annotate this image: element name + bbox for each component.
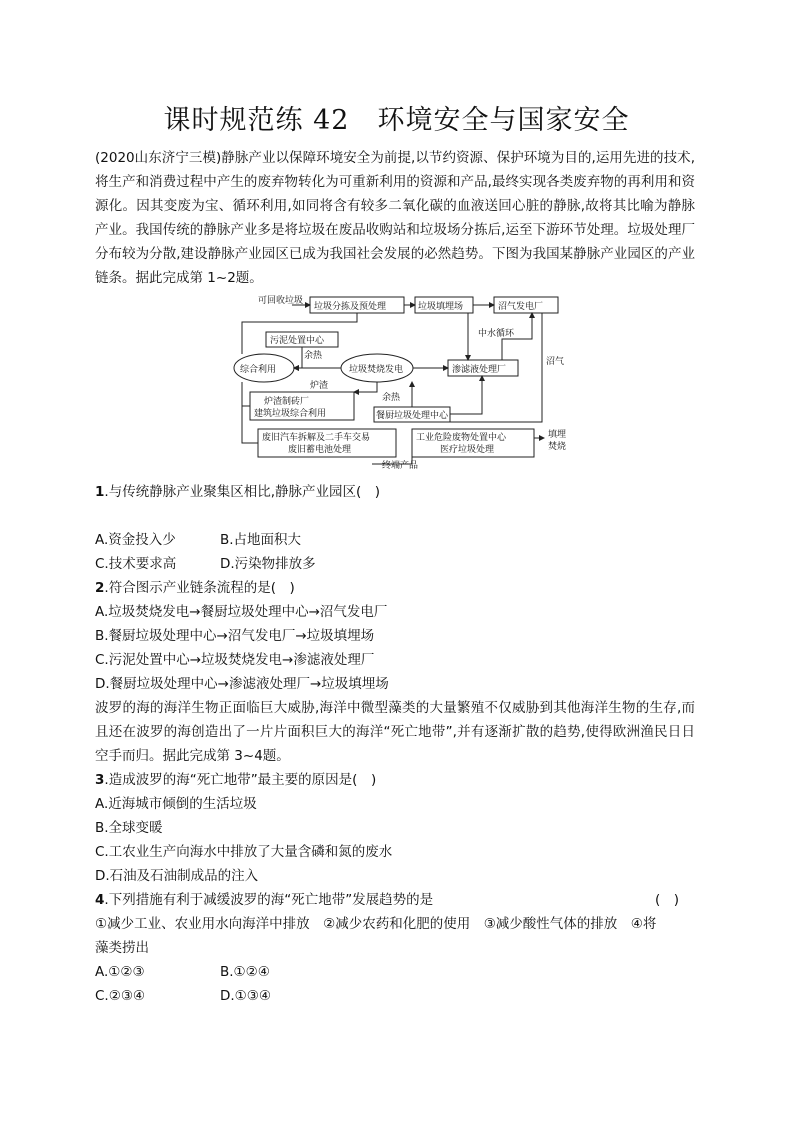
label-recyclable: 可回收垃圾 — [258, 296, 304, 306]
question-4-option-c: C.②③④ — [95, 988, 146, 1004]
label-landfill: 垃圾填埋场 — [418, 302, 464, 312]
question-4-choices-line-2: 藻类捞出 — [95, 940, 149, 956]
label-auto-1: 废旧汽车拆解及二手车交易 — [262, 433, 371, 443]
question-1-option-a: A.资金投入少 — [95, 532, 176, 548]
label-sludge: 污泥处置中心 — [270, 336, 325, 346]
question-4-option-d: D.①③④ — [220, 988, 271, 1004]
label-comprehensive: 综合利用 — [240, 365, 277, 375]
question-2-option-a: A.垃圾焚烧发电→餐厨垃圾处理中心→沼气发电厂 — [95, 604, 388, 620]
question-4-stem: 4.下列措施有利于减缓波罗的海“死亡地带”发展趋势的是 — [95, 892, 434, 908]
question-2-option-b: B.餐厨垃圾处理中心→沼气发电厂→垃圾填埋场 — [95, 628, 375, 644]
question-2-option-c: C.污泥处置中心→垃圾焚烧发电→渗滤液处理厂 — [95, 652, 375, 668]
intro-passage-2: 波罗的海的海洋生物正面临巨大威胁,海洋中微型藻类的大量繁殖不仅威胁到其他海洋生物的生存,而且还在波罗的海创造出了一片片面积巨大的海洋“死亡地带”,并有逐渐扩散的趋势,使得欧洲渔民日日空手而归。据此完成第 3~4题。 — [95, 700, 695, 764]
question-3-stem: 3.造成波罗的海“死亡地带”最主要的原因是( ) — [95, 772, 377, 788]
page-title: 课时规范练 42 环境安全与国家安全 — [163, 105, 630, 136]
question-3-option-a: A.近海城市倾倒的生活垃圾 — [95, 796, 257, 812]
label-brick: 炉渣制砖厂 — [264, 397, 310, 407]
label-waste-heat-2: 余热 — [382, 393, 401, 403]
label-waste-heat-1: 余热 — [304, 351, 323, 361]
label-final: 终端产品 — [382, 461, 419, 470]
question-2-option-d: D.餐厨垃圾处理中心→渗滤液处理厂→垃圾填埋场 — [95, 676, 389, 692]
label-leachate: 渗滤液处理厂 — [452, 365, 507, 375]
question-4-option-a: A.①②③ — [95, 964, 145, 980]
label-bury: 填埋 — [548, 430, 567, 440]
question-3-option-d: D.石油及石油制成品的注入 — [95, 868, 259, 884]
question-4-option-b: B.①②④ — [220, 964, 270, 980]
question-3-option-c: C.工农业生产向海水中排放了大量含磷和氮的废水 — [95, 844, 393, 860]
question-1-stem: 1.与传统静脉产业聚集区相比,静脉产业园区( ) — [95, 484, 381, 500]
intro-passage-1: (2020山东济宁三模)静脉产业以保障环境安全为前提,以节约资源、保护环境为目的,运用先进的技术,将生产和消费过程中产生的废弃物转化为可重新利用的资源和产品,最终实现各类废弃物的再利用和资源化。因其变废为宝、循环利用,如同将含有较多二氧化碳的血液送回心脏的静脉,故将其比喻为静脉产业。我国传统的静脉产业多是将垃圾在废品收购站和垃圾场分拣后,运至下游环节处理。垃圾处理厂分布较为分散,建设静脉产业园区已成为我国社会发展的必然趋势。下图为我国某静脉产业园区的产业链条。据此完成第 1~2题。 — [95, 150, 695, 286]
label-biogas: 沼气 — [546, 357, 565, 367]
label-auto-2: 废旧蓄电池处理 — [288, 445, 352, 455]
industry-chain-diagram — [232, 294, 572, 470]
label-slag: 炉渣 — [310, 381, 329, 391]
label-burn: 焚烧 — [548, 442, 567, 452]
label-construction: 建筑垃圾综合利用 — [254, 409, 327, 419]
question-2-stem: 2.符合图示产业链条流程的是( ) — [95, 580, 295, 596]
question-1-option-c: C.技术要求高 — [95, 556, 177, 572]
label-sorting: 垃圾分拣及预处理 — [314, 302, 387, 312]
label-hazard-2: 医疗垃圾处理 — [440, 445, 495, 455]
question-1-option-b: B.占地面积大 — [220, 532, 302, 548]
label-kitchen: 餐厨垃圾处理中心 — [376, 411, 449, 421]
label-hazard-1: 工业危险废物处置中心 — [416, 433, 507, 443]
label-incineration: 垃圾焚烧发电 — [349, 365, 404, 375]
label-biogas-plant: 沼气发电厂 — [498, 302, 544, 312]
label-reclaimed-water: 中水循环 — [478, 329, 515, 339]
question-3-option-b: B.全球变暖 — [95, 820, 163, 836]
question-4-answer-paren: ( ) — [655, 892, 680, 908]
question-4-choices-line-1: ①减少工业、农业用水向海洋中排放 ②减少农药和化肥的使用 ③减少酸性气体的排放 ④将 — [95, 916, 657, 932]
question-1-option-d: D.污染物排放多 — [220, 556, 316, 572]
